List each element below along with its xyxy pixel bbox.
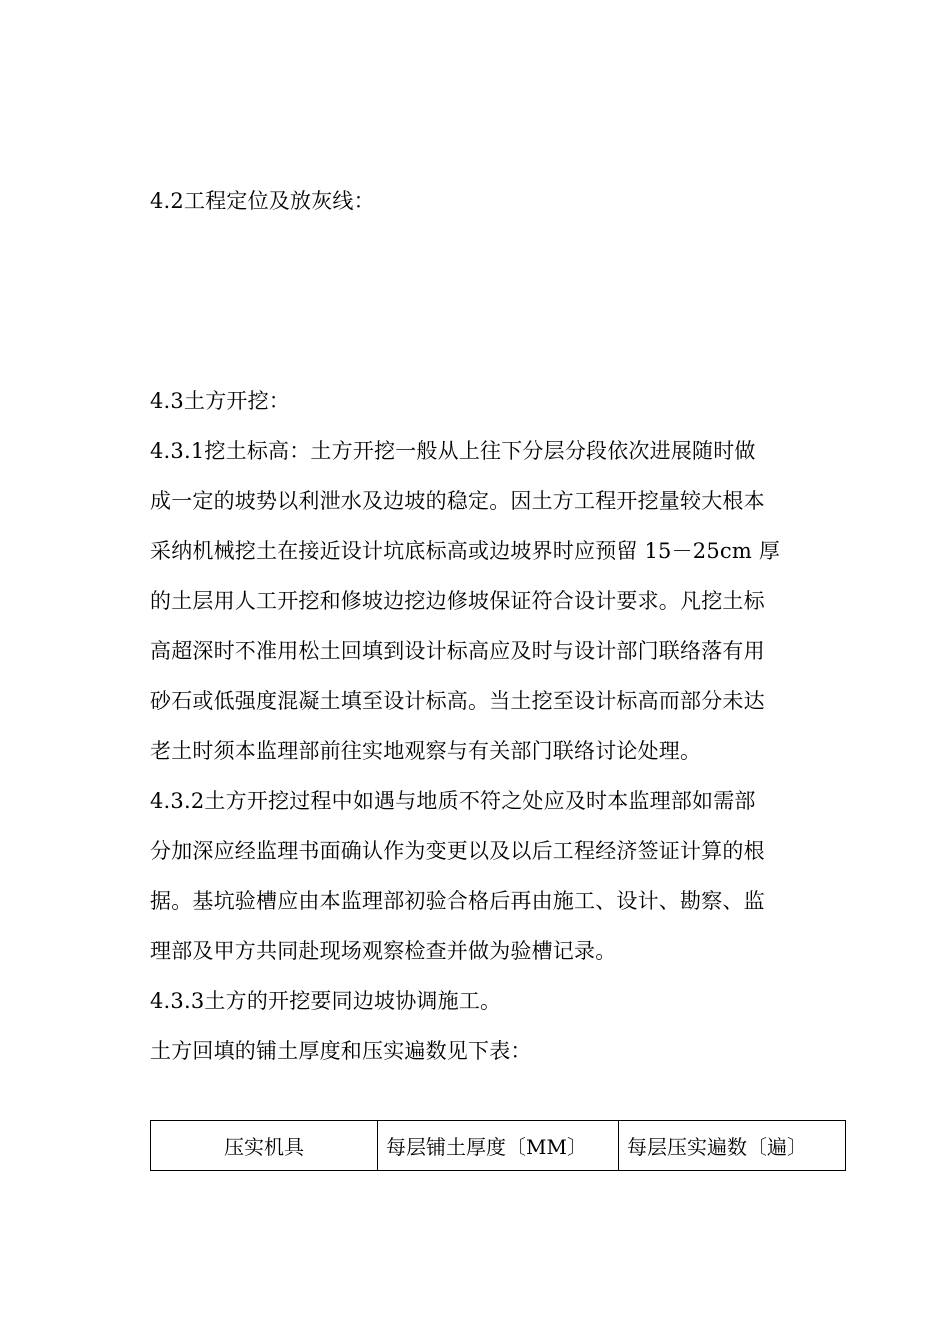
header-cell-compaction-passes: 每层压实遍数〔遍〕	[619, 1121, 846, 1171]
header-cell-equipment: 压实机具	[151, 1121, 378, 1171]
table-intro: 土方回填的铺土厚度和压实遍数见下表：	[150, 1039, 532, 1063]
table-header-row	[151, 1121, 846, 1171]
paragraph-4-3-2-line-1: 4.3.2土方开挖过程中如遇与地质不符之处应及时本监理部如需部	[150, 789, 756, 813]
paragraph-4-3-1-line-1: 4.3.1挖土标高：土方开挖一般从上往下分层分段依次进展随时做	[150, 439, 756, 463]
paragraph-4-3-2-line-3: 据。基坑验槽应由本监理部初验合格后再由施工、设计、勘察、监	[150, 889, 765, 913]
paragraph-4-3-1-line-2: 成一定的坡势以利泄水及边坡的稳定。因土方工程开挖量较大根本	[150, 489, 765, 513]
header-cell-layer-thickness: 每层铺土厚度〔MM〕	[378, 1121, 619, 1171]
paragraph-4-3-2-line-4: 理部及甲方共同赴现场观察检查并做为验槽记录。	[150, 939, 617, 963]
paragraph-4-3-2-line-2: 分加深应经监理书面确认作为变更以及以后工程经济签证计算的根	[150, 839, 765, 863]
section-4-2-heading: 4.2工程定位及放灰线：	[150, 189, 375, 213]
paragraph-4-3-3: 4.3.3土方的开挖要同边坡协调施工。	[150, 989, 502, 1013]
section-4-3-heading: 4.3土方开挖：	[150, 389, 290, 413]
compaction-table	[150, 1120, 846, 1171]
paragraph-4-3-1-line-3: 采纳机械挖土在接近设计坑底标高或边坡界时应预留 15－25cm 厚	[150, 539, 781, 563]
paragraph-4-3-1-line-6: 砂石或低强度混凝土填至设计标高。当土挖至设计标高而部分未达	[150, 689, 765, 713]
paragraph-4-3-1-line-4: 的土层用人工开挖和修坡边挖边修坡保证符合设计要求。凡挖土标	[150, 589, 765, 613]
paragraph-4-3-1-line-7: 老土时须本监理部前往实地观察与有关部门联络讨论处理。	[150, 739, 702, 763]
paragraph-4-3-1-line-5: 高超深时不准用松土回填到设计标高应及时与设计部门联络落有用	[150, 639, 765, 663]
